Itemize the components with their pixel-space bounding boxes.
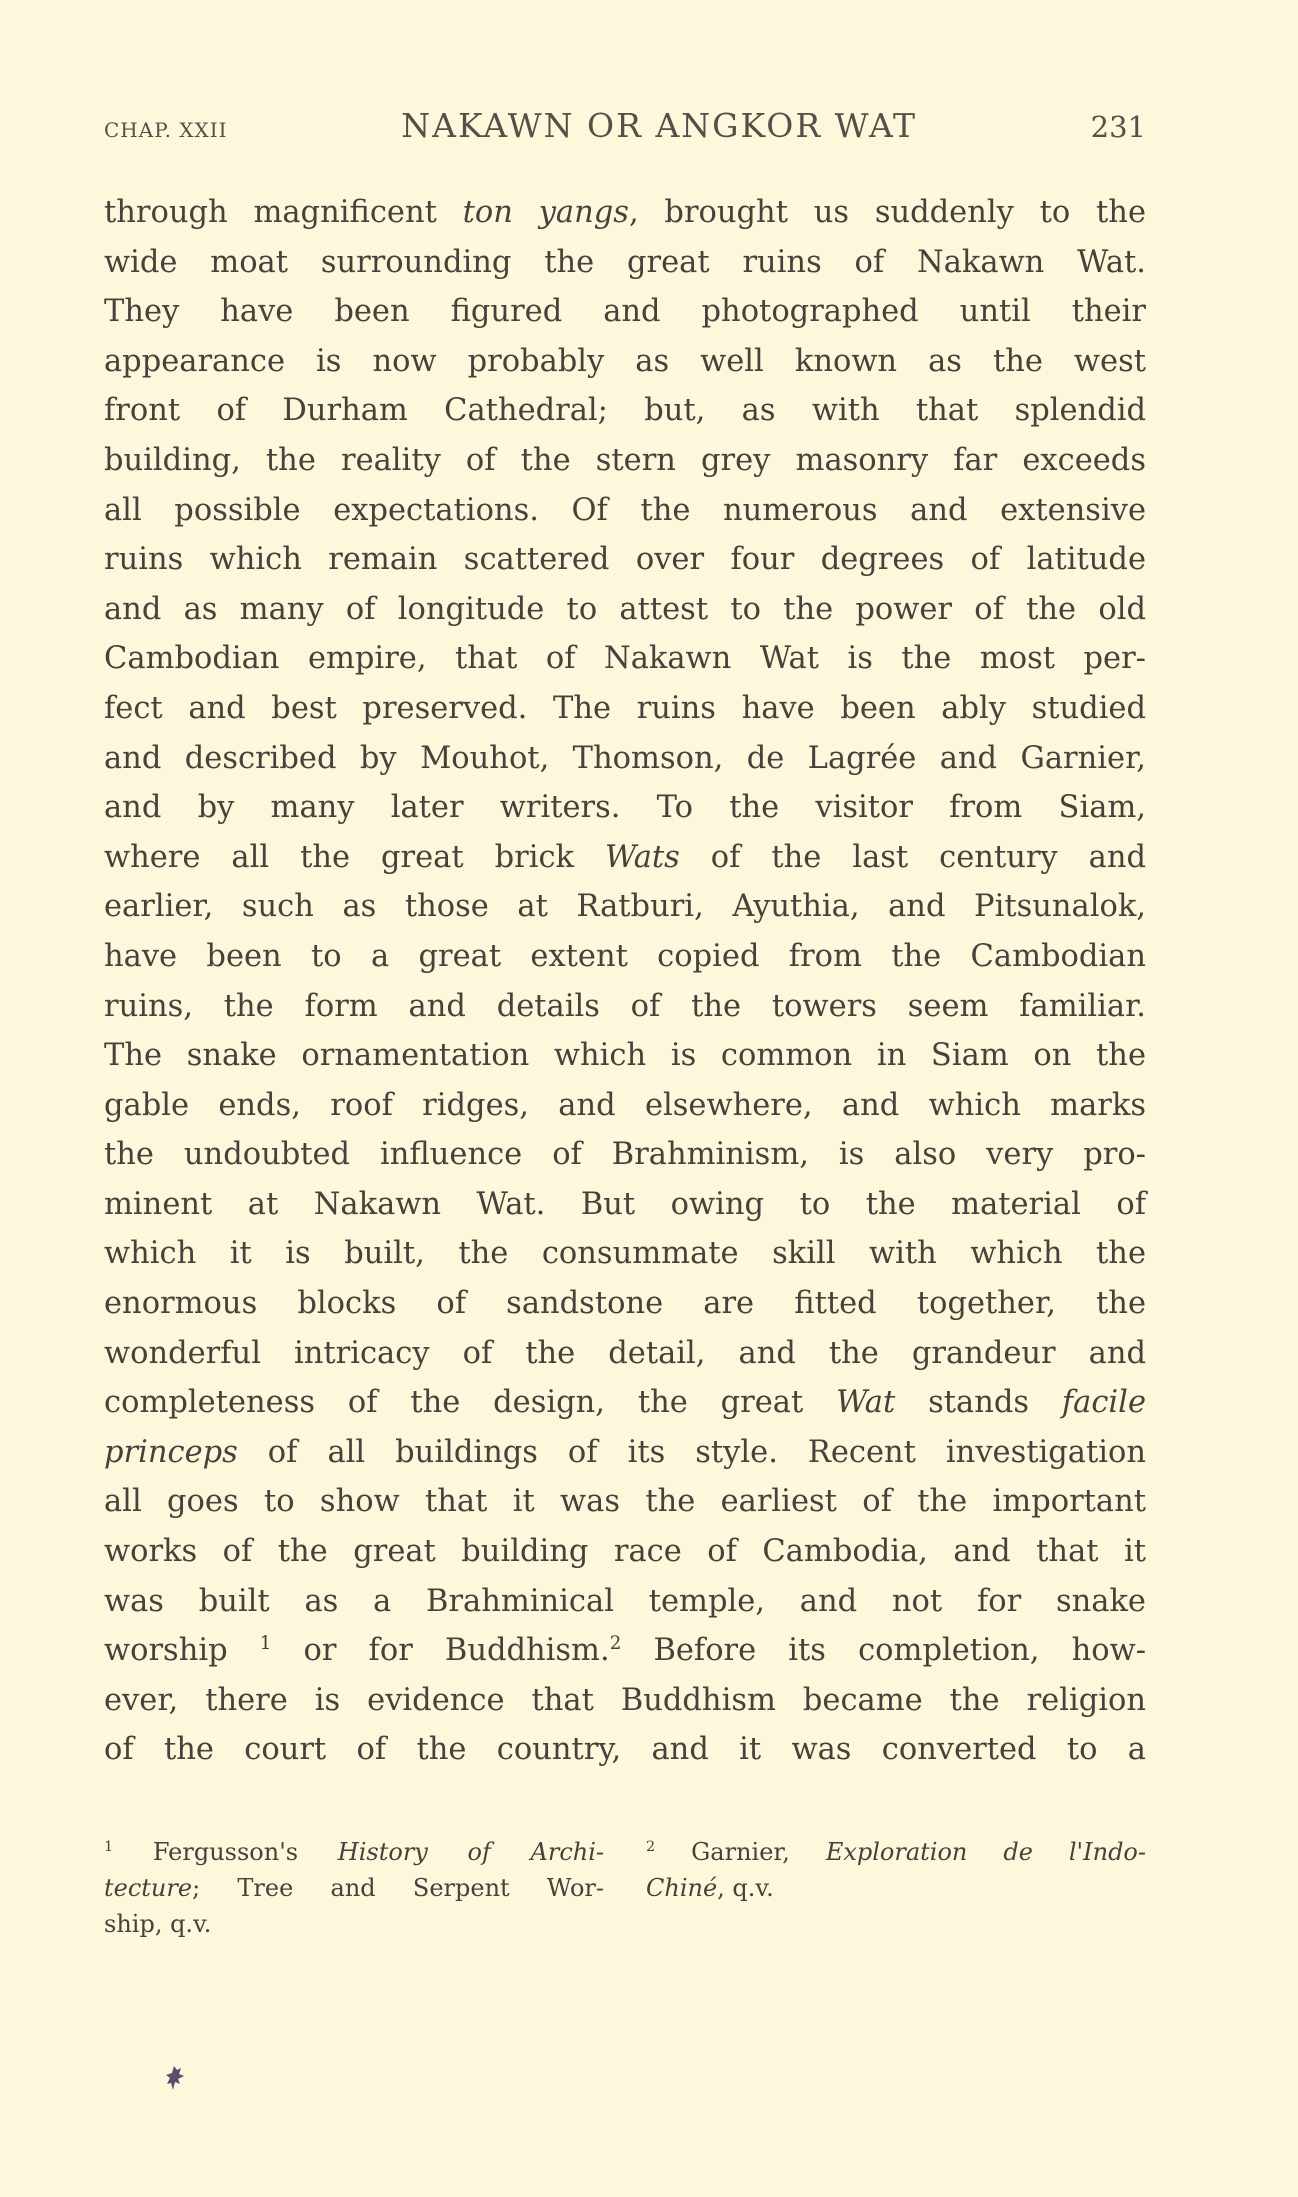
- text-line: wonderful intricacy of the detail, and the grandeur and: [104, 1335, 1146, 1371]
- text-line: They have been figured and photographed until their: [104, 294, 1146, 330]
- text-line: ruins, the form and details of the towers seem familiar.: [104, 988, 1146, 1024]
- text-line: was built as a Brahminical temple, and not for snake: [104, 1583, 1146, 1619]
- text-line: which it is built, the consummate skill with which the: [104, 1236, 1146, 1272]
- text-line: the undoubted influence of Brahminism, is also very pro-: [104, 1137, 1146, 1173]
- text-line: worship $^1$ or for Buddhism.$^2$ Before its completion, how-: [104, 1633, 1147, 1669]
- text-line: all goes to show that it was the earliest of the important: [104, 1484, 1146, 1520]
- footnote-1: [104, 1834, 604, 1942]
- text-line: and described by Mouhot, Thomson, de Lagrée and Garnier,: [104, 740, 1146, 776]
- text-line: minent at Nakawn Wat. But owing to the material of: [104, 1186, 1146, 1222]
- italic-text: History of Archi-: [337, 1838, 605, 1866]
- footnote-reference: 2: [609, 1633, 622, 1655]
- text-line: ruins which remain scattered over four degrees of latitude: [104, 542, 1146, 578]
- italic-text: ton yangs: [462, 195, 629, 230]
- text-line: earlier, such as those at Ratburi, Ayuthia, and Pitsunalok,: [104, 889, 1146, 925]
- footnote-reference: 1: [259, 1633, 272, 1655]
- text-line: of the court of the country, and it was converted to a: [104, 1732, 1146, 1768]
- text-line: through magnificent ton yangs, brought us suddenly to the: [104, 195, 1146, 230]
- footnote-line: ship, q.v.: [104, 1910, 212, 1938]
- text-line: where all the great brick Wats of the last century and: [104, 839, 1146, 875]
- italic-text: princeps: [104, 1434, 238, 1470]
- text-line: building, the reality of the stern grey masonry far exceeds: [104, 442, 1146, 478]
- footnote-marker: 2: [646, 1839, 656, 1855]
- italic-text: facile: [1061, 1385, 1146, 1421]
- text-line: completeness of the design, the great Wat stands facile: [104, 1385, 1146, 1421]
- footnote-line: $^1$ Fergusson's History of Archi-: [104, 1838, 605, 1866]
- footnote-2: [646, 1834, 1146, 1942]
- text-line: have been to a great extent copied from the Cambodian: [104, 938, 1146, 974]
- running-head: [104, 106, 1146, 145]
- page-number: 231: [1090, 110, 1146, 144]
- text-line: gable ends, roof ridges, and elsewhere, and which marks: [104, 1087, 1146, 1123]
- text-line: enormous blocks of sandstone are fitted together, the: [104, 1286, 1146, 1322]
- text-line: The snake ornamentation which is common in Siam on the: [104, 1038, 1146, 1074]
- text-line: front of Durham Cathedral; but, as with that splendid: [104, 393, 1146, 429]
- footnote-line: Chiné, q.v.: [646, 1874, 774, 1902]
- text-line: all possible expectations. Of the numerous and extensive: [104, 492, 1146, 528]
- footnote-line: tecture; Tree and Serpent Wor-: [104, 1874, 604, 1902]
- body-paragraph: [104, 188, 1146, 1775]
- text-line: works of the great building race of Cambodia, and that it: [104, 1534, 1146, 1570]
- ink-blot-icon: [164, 2064, 188, 2096]
- footnote-marker: 1: [104, 1839, 114, 1855]
- text-line: appearance is now probably as well known as the west: [104, 343, 1146, 379]
- italic-text: Exploration de l'Indo-: [825, 1838, 1146, 1866]
- italic-text: Wats: [605, 839, 680, 875]
- footnotes: [104, 1834, 1146, 1942]
- footnote-line: $^2$ Garnier, Exploration de l'Indo-: [646, 1838, 1146, 1866]
- italic-text: tecture: [104, 1874, 193, 1902]
- chapter-label: CHAP. XXII: [104, 118, 228, 142]
- text-line: wide moat surrounding the great ruins of Nakawn Wat.: [104, 244, 1146, 280]
- italic-text: Chiné: [646, 1874, 718, 1902]
- text-line: and by many later writers. To the visitor from Siam,: [104, 790, 1146, 826]
- text-line: fect and best preserved. The ruins have been ably studied: [104, 690, 1146, 726]
- text-line: Cambodian empire, that of Nakawn Wat is the most per-: [104, 641, 1146, 677]
- text-line: princeps of all buildings of its style. Recent investigation: [104, 1434, 1146, 1470]
- page-title: NAKAWN OR ANGKOR WAT: [401, 106, 917, 145]
- text-line: ever, there is evidence that Buddhism became the religion: [104, 1682, 1146, 1718]
- italic-text: Wat: [836, 1385, 896, 1421]
- text-line: and as many of longitude to attest to the power of the old: [104, 591, 1146, 627]
